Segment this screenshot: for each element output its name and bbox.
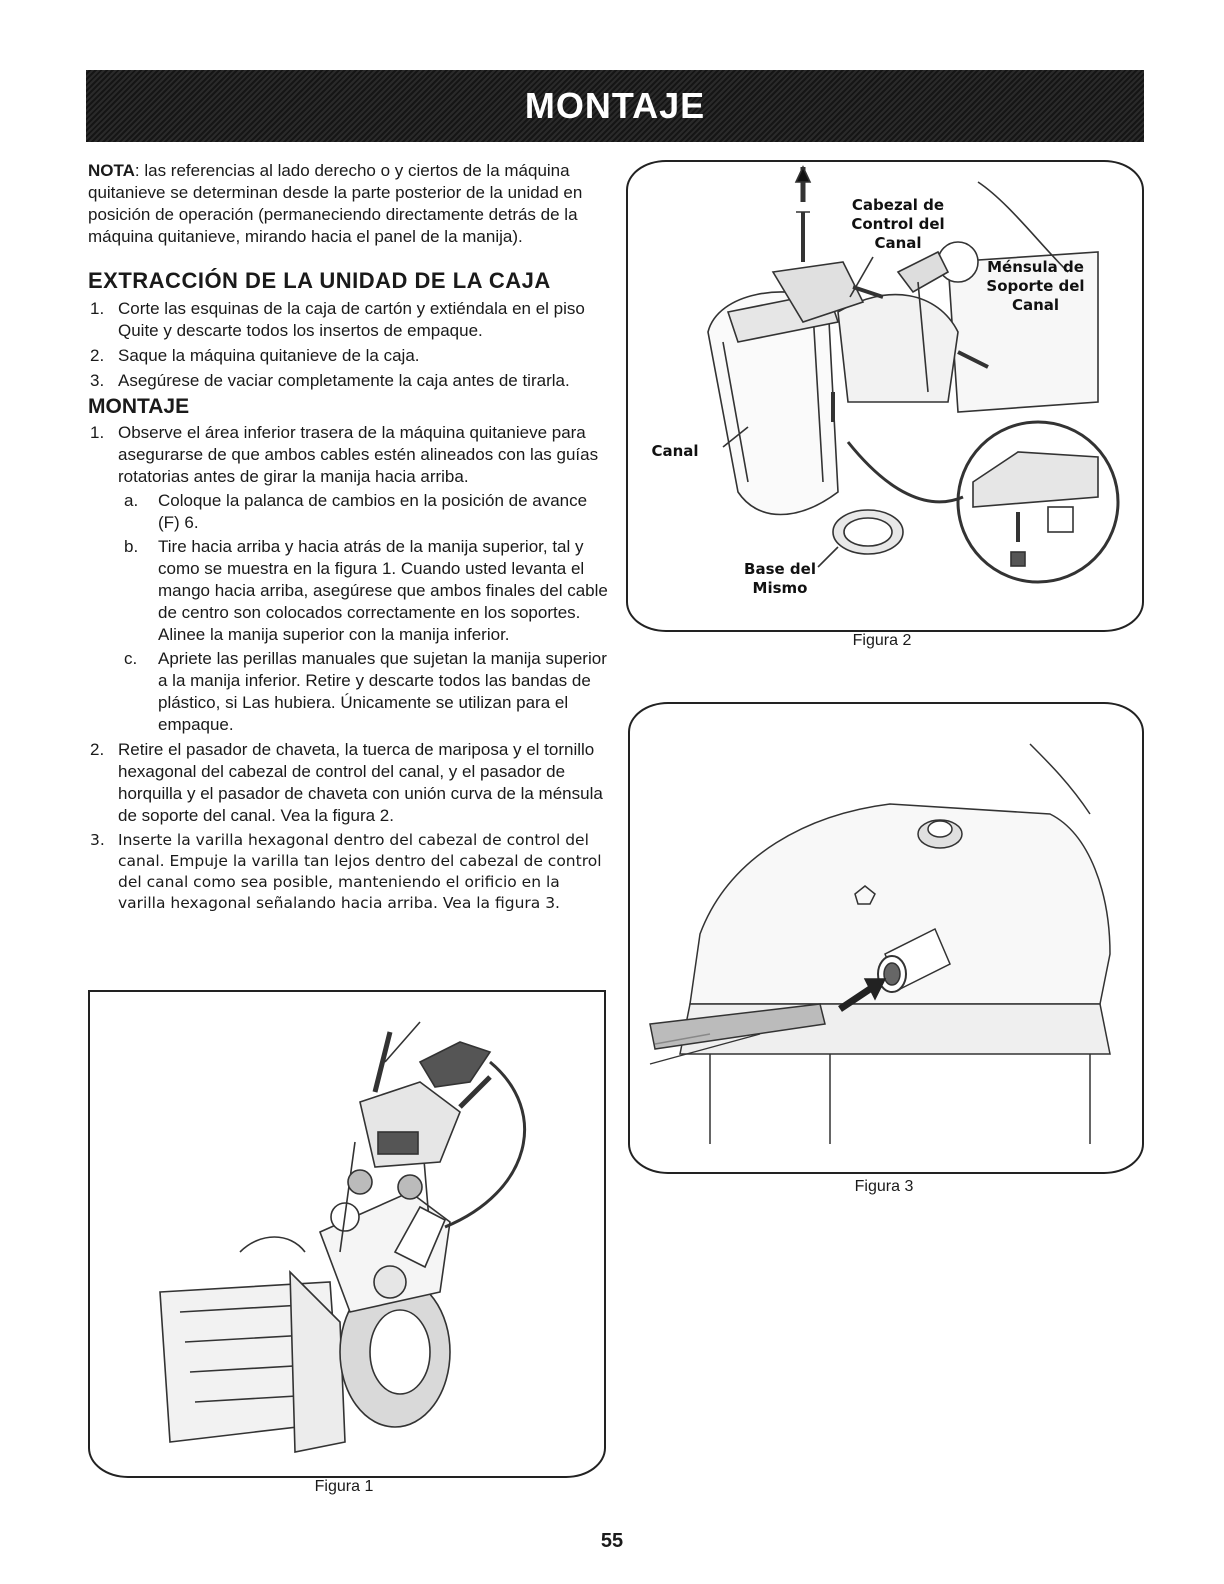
label-base-del-mismo: Base del Mismo xyxy=(744,560,816,597)
step-text: Observe el área inferior trasera de la máquina quitanieve para asegurarse de que ambos cables estén alineados con las guías rotatorias antes de girar la manija hacia arriba. xyxy=(118,423,599,486)
page-number: 55 xyxy=(600,1530,624,1552)
list-item xyxy=(88,739,608,827)
list-item xyxy=(88,345,608,367)
list-item xyxy=(118,536,608,646)
instructions-column xyxy=(88,160,608,917)
step-number: 3. xyxy=(90,831,105,849)
substep-text: Tire hacia arriba y hacia atrás de la manija superior, tal y como se muestra en la figura 1. Cuando usted levanta el mango hacia arriba, asegúrese que ambos finales del cable de centro son colocados correctamente en los soportes. Alinee la manija superior con la manija inferior. xyxy=(158,537,608,644)
figure-1-frame xyxy=(88,990,606,1478)
label-cabezal-control: Cabezal de Control del Canal xyxy=(851,196,945,252)
list-item xyxy=(88,830,608,914)
list-item xyxy=(88,370,608,392)
figure-3-frame xyxy=(628,702,1144,1174)
note-paragraph xyxy=(88,160,608,248)
step-number: 1. xyxy=(90,423,105,442)
step-number: 3. xyxy=(90,371,105,390)
step-number: 1. xyxy=(90,299,105,318)
substep-letter: b. xyxy=(124,537,139,556)
label-mensula-soporte: Ménsula de Soporte del Canal xyxy=(986,258,1085,314)
list-item xyxy=(88,298,608,342)
substeps xyxy=(118,490,608,736)
figure-1-caption: Figura 1 xyxy=(314,1478,374,1495)
extraccion-steps xyxy=(88,298,608,392)
hex-rod-insertion-illustration xyxy=(630,704,1142,1172)
step-number: 2. xyxy=(90,346,105,365)
section-title-extraccion: EXTRACCIÓN DE LA UNIDAD DE LA CAJA xyxy=(88,268,551,293)
note-text: : las referencias al lado derecho o y ciertos de la máquina quitanieve se determinan desde la parte posterior de la unidad en posición de operación (permaneciendo directamente detrás de la máquina quitanieve, mirando hacia el panel de la manija). xyxy=(88,161,583,246)
header-banner xyxy=(86,70,1144,142)
substep-letter: c. xyxy=(124,649,138,668)
substep-text: Apriete las perillas manuales que sujetan la manija superior a la manija inferior. Retire y descarte todos las bandas de plástico, si Las hubiera. Únicamente se utilizan para el empaque. xyxy=(158,649,607,734)
figure-3-caption: Figura 3 xyxy=(854,1178,914,1195)
list-item xyxy=(118,648,608,736)
step-text: Retire el pasador de chaveta, la tuerca de mariposa y el tornillo hexagonal del cabezal de control del canal, y el pasador de horquilla y el pasador de chaveta con unión curva de la ménsula de soporte del canal. Vea la figura 2. xyxy=(118,740,603,825)
note-label: NOTA xyxy=(88,161,135,180)
step-number: 2. xyxy=(90,740,105,759)
step-text: Saque la máquina quitanieve de la caja. xyxy=(118,346,420,365)
label-canal: Canal xyxy=(651,442,699,460)
step-text: Corte las esquinas de la caja de cartón y extiéndala en el piso Quite y descarte todos los insertos de empaque. xyxy=(118,299,585,340)
montaje-steps xyxy=(88,422,608,914)
list-item xyxy=(88,422,608,736)
list-item xyxy=(118,490,608,534)
substep-text: Coloque la palanca de cambios en la posición de avance (F) 6. xyxy=(158,491,588,532)
step-text: Inserte la varilla hexagonal dentro del cabezal de control del canal. Empuje la varilla tan lejos dentro del cabezal de control del canal como sea posible, manteniendo el orificio en la varilla hexagonal señalando hacia arriba. Vea la figura 3. xyxy=(118,831,602,912)
section-title-montaje: MONTAJE xyxy=(88,395,190,418)
figure-2-caption: Figura 2 xyxy=(852,632,912,649)
page-title: MONTAJE xyxy=(524,85,706,126)
figure-2-frame xyxy=(626,160,1144,632)
step-text: Asegúrese de vaciar completamente la caja antes de tirarla. xyxy=(118,371,570,390)
substep-letter: a. xyxy=(124,491,139,510)
snowblower-handle-illustration xyxy=(90,992,604,1476)
